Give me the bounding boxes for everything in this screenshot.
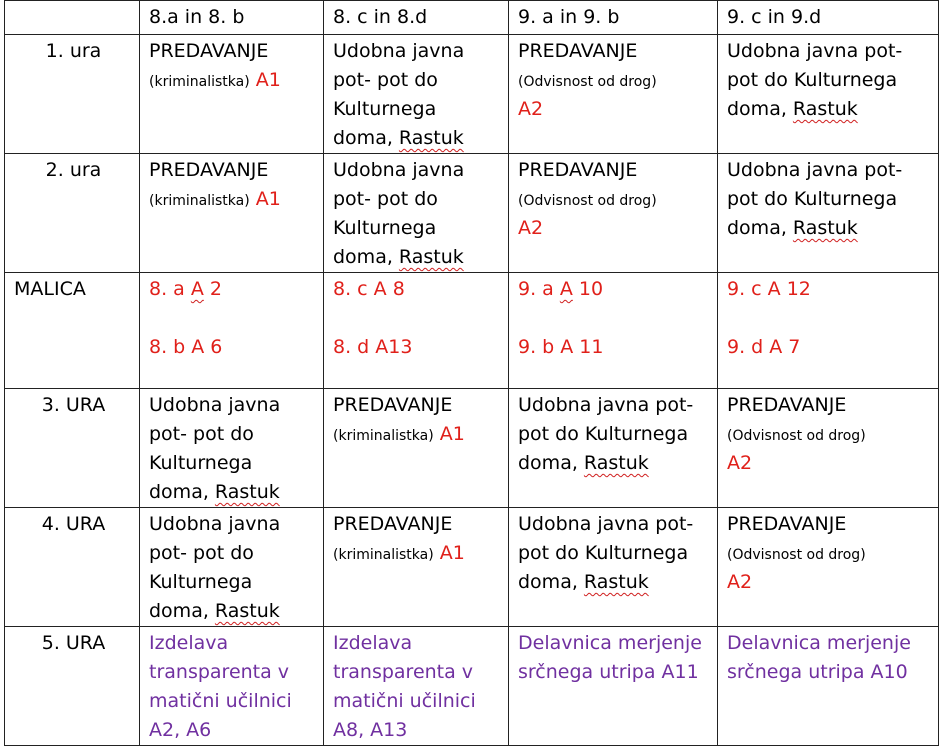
lecture-title: PREDAVANJE xyxy=(727,394,847,416)
place-name: Rastuk xyxy=(398,246,464,268)
lecture-details xyxy=(518,66,711,124)
room-code: A1 xyxy=(439,542,465,564)
malica-room-a xyxy=(727,275,932,304)
header-row xyxy=(5,1,939,35)
class-group-header: 8.a in 8. b xyxy=(140,1,324,35)
spacer xyxy=(727,304,932,333)
room-code: A1 xyxy=(255,188,281,210)
lecture-details xyxy=(149,185,317,214)
schedule-table xyxy=(4,0,939,746)
room-code: A2 xyxy=(727,571,753,593)
place-name: Rastuk xyxy=(792,98,858,120)
workshop-line: srčnega utripa A10 xyxy=(727,661,908,683)
activity-line: doma, xyxy=(518,452,584,474)
lecture-details xyxy=(333,420,502,449)
lecture-title: PREDAVANJE xyxy=(149,159,269,181)
workshop-line: Delavnica merjenje xyxy=(518,632,702,654)
workshop-line: srčnega utripa A11 xyxy=(518,661,699,683)
lecture-topic: (kriminalistka) xyxy=(333,428,434,444)
lecture-title: PREDAVANJE xyxy=(518,159,638,181)
period-label: MALICA xyxy=(5,273,140,389)
workshop-line: matični učilnici xyxy=(333,690,476,712)
activity-line: doma, xyxy=(727,217,793,239)
schedule-cell xyxy=(324,508,509,627)
malica-class: 8. c A 8 xyxy=(333,278,405,300)
spacer xyxy=(333,304,502,333)
schedule-cell xyxy=(718,154,939,273)
activity-line: Udobna javna pot- xyxy=(727,159,903,181)
activity-line: Kulturnega xyxy=(333,217,437,239)
schedule-cell xyxy=(718,389,939,508)
workshop-line: transparenta v xyxy=(149,661,290,683)
workshop-line: Izdelava xyxy=(149,632,229,654)
schedule-row xyxy=(5,154,939,273)
room-code: A1 xyxy=(439,423,465,445)
malica-class: 8. a xyxy=(149,278,191,300)
lecture-details xyxy=(149,66,317,95)
malica-room-letter: A xyxy=(559,278,573,300)
lecture-topic: (Odvisnost od drog) xyxy=(518,74,657,90)
malica-room-b: 9. b A 11 xyxy=(518,336,604,358)
lecture-topic: (Odvisnost od drog) xyxy=(518,193,657,209)
schedule-cell xyxy=(718,627,939,746)
activity-line: pot- pot do xyxy=(333,188,438,210)
activity-line: doma, xyxy=(149,600,215,622)
schedule-cell xyxy=(718,35,939,154)
schedule-cell xyxy=(324,389,509,508)
schedule-cell xyxy=(509,389,718,508)
schedule-cell xyxy=(140,154,324,273)
activity-line: Kulturnega xyxy=(149,452,253,474)
room-code: A2 xyxy=(518,98,544,120)
schedule-cell xyxy=(509,508,718,627)
workshop-line: matični učilnici xyxy=(149,690,292,712)
activity-line: pot do Kulturnega xyxy=(727,188,898,210)
lecture-topic: (kriminalistka) xyxy=(149,193,250,209)
activity-line: Udobna javna xyxy=(333,40,465,62)
schedule-cell xyxy=(509,627,718,746)
period-label: 3. URA xyxy=(5,389,140,508)
lecture-topic: (kriminalistka) xyxy=(333,547,434,563)
malica-room-b: 9. d A 7 xyxy=(727,336,801,358)
activity-line: Udobna javna xyxy=(149,394,281,416)
malica-room-number: 2 xyxy=(203,278,222,300)
schedule-cell xyxy=(140,389,324,508)
workshop-line: A8, A13 xyxy=(333,719,408,741)
place-name: Rastuk xyxy=(583,571,649,593)
schedule-cell xyxy=(509,35,718,154)
activity-line: Udobna javna xyxy=(149,513,281,535)
activity-line: Kulturnega xyxy=(333,98,437,120)
schedule-cell xyxy=(140,35,324,154)
activity-line: pot- pot do xyxy=(149,423,254,445)
malica-class: 9. a xyxy=(518,278,560,300)
room-code: A1 xyxy=(255,69,281,91)
malica-room-number: 10 xyxy=(572,278,604,300)
period-label: 2. ura xyxy=(5,154,140,273)
lecture-title: PREDAVANJE xyxy=(518,40,638,62)
activity-line: doma, xyxy=(727,98,793,120)
lecture-details xyxy=(727,420,932,478)
lecture-details xyxy=(727,539,932,597)
activity-line: pot do Kulturnega xyxy=(518,542,689,564)
activity-line: doma, xyxy=(333,246,399,268)
schedule-row xyxy=(5,508,939,627)
lecture-title: PREDAVANJE xyxy=(727,513,847,535)
malica-room-a xyxy=(518,275,711,304)
schedule-cell xyxy=(324,273,509,389)
lecture-title: PREDAVANJE xyxy=(149,40,269,62)
malica-room-a xyxy=(149,275,317,304)
activity-line: Udobna javna pot- xyxy=(518,394,694,416)
schedule-cell xyxy=(140,508,324,627)
activity-line: doma, xyxy=(518,571,584,593)
activity-line: Udobna javna pot- xyxy=(727,40,903,62)
class-group-header: 9. a in 9. b xyxy=(509,1,718,35)
lecture-title: PREDAVANJE xyxy=(333,394,453,416)
activity-line: pot- pot do xyxy=(333,69,438,91)
schedule-cell xyxy=(140,627,324,746)
malica-room-b: 8. b A 6 xyxy=(149,336,223,358)
schedule-cell xyxy=(718,508,939,627)
class-group-header: 8. c in 8.d xyxy=(324,1,509,35)
activity-line: Udobna javna xyxy=(333,159,465,181)
workshop-line: transparenta v xyxy=(333,661,474,683)
lecture-topic: (Odvisnost od drog) xyxy=(727,428,866,444)
place-name: Rastuk xyxy=(214,481,280,503)
lecture-details xyxy=(518,185,711,243)
activity-line: Kulturnega xyxy=(149,571,253,593)
activity-line: doma, xyxy=(149,481,215,503)
period-label: 1. ura xyxy=(5,35,140,154)
activity-line: pot- pot do xyxy=(149,542,254,564)
place-name: Rastuk xyxy=(792,217,858,239)
malica-class: 9. c A 12 xyxy=(727,278,811,300)
malica-room-a xyxy=(333,275,502,304)
class-group-header: 9. c in 9.d xyxy=(718,1,939,35)
place-name: Rastuk xyxy=(214,600,280,622)
activity-line: pot do Kulturnega xyxy=(727,69,898,91)
malica-room-b: 8. d A13 xyxy=(333,336,413,358)
place-name: Rastuk xyxy=(583,452,649,474)
corner-cell xyxy=(5,1,140,35)
lecture-title: PREDAVANJE xyxy=(333,513,453,535)
schedule-cell xyxy=(509,273,718,389)
workshop-line: A2, A6 xyxy=(149,719,212,741)
schedule-cell xyxy=(140,273,324,389)
lecture-details xyxy=(333,539,502,568)
activity-line: pot do Kulturnega xyxy=(518,423,689,445)
room-code: A2 xyxy=(518,217,544,239)
workshop-line: Delavnica merjenje xyxy=(727,632,911,654)
activity-line: Udobna javna pot- xyxy=(518,513,694,535)
workshop-line: Izdelava xyxy=(333,632,413,654)
schedule-row xyxy=(5,35,939,154)
lecture-topic: (kriminalistka) xyxy=(149,74,250,90)
malica-room-letter: A xyxy=(190,278,204,300)
spacer xyxy=(149,304,317,333)
spacer xyxy=(518,304,711,333)
schedule-cell xyxy=(324,627,509,746)
period-label: 5. URA xyxy=(5,627,140,746)
schedule-row xyxy=(5,627,939,746)
schedule-cell xyxy=(509,154,718,273)
schedule-cell xyxy=(324,35,509,154)
schedule-row xyxy=(5,389,939,508)
room-code: A2 xyxy=(727,452,753,474)
period-label: 4. URA xyxy=(5,508,140,627)
place-name: Rastuk xyxy=(398,127,464,149)
lecture-topic: (Odvisnost od drog) xyxy=(727,547,866,563)
schedule-row xyxy=(5,273,939,389)
schedule-cell xyxy=(718,273,939,389)
schedule-cell xyxy=(324,154,509,273)
activity-line: doma, xyxy=(333,127,399,149)
